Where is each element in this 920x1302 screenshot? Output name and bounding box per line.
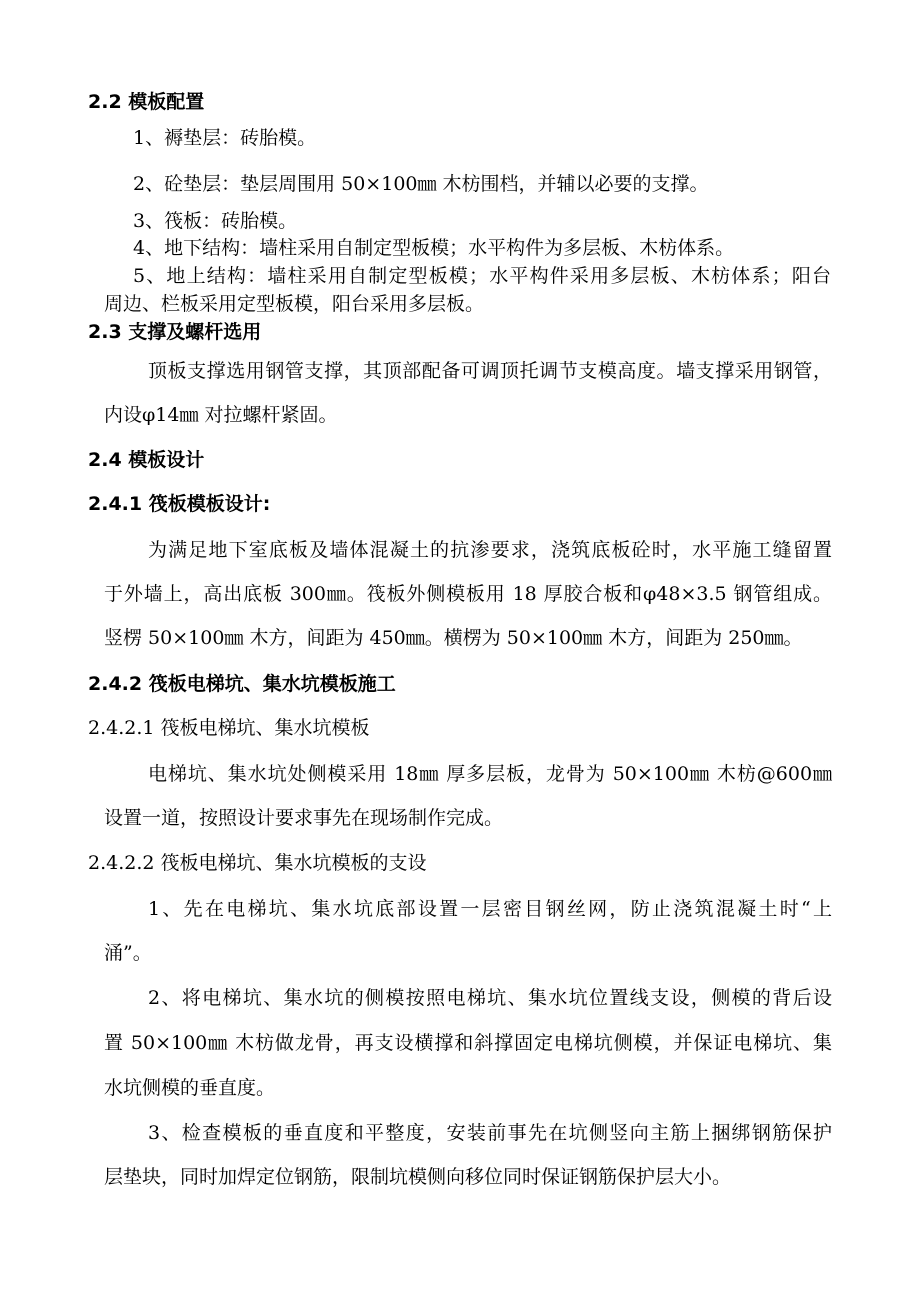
heading-2-2: 2.2 模板配置 <box>88 91 205 113</box>
paragraph-line: 内设φ14㎜ 对拉螺杆紧固。 <box>104 404 338 426</box>
list-item: 1、褥垫层：砖胎模。 <box>133 127 317 149</box>
paragraph-line: 2、将电梯坑、集水坑的侧模按照电梯坑、集水坑位置线支设，侧模的背后设 <box>148 987 832 1009</box>
list-item: 5、地上结构：墙柱采用自制定型板模；水平构件采用多层板、木枋体系；阳台 <box>133 265 831 287</box>
list-item: 2、砼垫层：垫层周围用 50×100㎜ 木枋围档，并辅以必要的支撑。 <box>133 173 709 195</box>
paragraph-line: 竖楞 50×100㎜ 木方，间距为 450㎜。横楞为 50×100㎜ 木方，间距为 250㎜。 <box>104 627 803 649</box>
paragraph-line: 顶板支撑选用钢管支撑，其顶部配备可调顶托调节支模高度。墙支撑采用钢管， <box>148 360 832 382</box>
paragraph-line: 于外墙上，高出底板 300㎜。筏板外侧模板用 18 厚胶合板和φ48×3.5 钢管组成。 <box>104 583 832 605</box>
paragraph-line: 1、先在电梯坑、集水坑底部设置一层密目钢丝网，防止浇筑混凝土时“上 <box>148 898 832 920</box>
heading-2-3: 2.3 支撑及螺杆选用 <box>88 321 262 343</box>
paragraph-line: 电梯坑、集水坑处侧模采用 18㎜ 厚多层板，龙骨为 50×100㎜ 木枋@600㎜ <box>148 763 832 785</box>
heading-2-4-2: 2.4.2 筏板电梯坑、集水坑模板施工 <box>88 673 396 695</box>
paragraph-line: 置 50×100㎜ 木枋做龙骨，再支设横撑和斜撑固定电梯坑侧模，并保证电梯坑、集 <box>104 1032 832 1054</box>
heading-2-4-1: 2.4.1 筏板模板设计: <box>88 493 271 515</box>
heading-2-4-2-1: 2.4.2.1 筏板电梯坑、集水坑模板 <box>88 717 370 739</box>
paragraph-line: 3、检查模板的垂直度和平整度，安装前事先在坑侧竖向主筋上捆绑钢筋保护 <box>148 1122 832 1144</box>
paragraph-line: 水坑侧模的垂直度。 <box>104 1077 276 1099</box>
list-item-continuation: 周边、栏板采用定型板模，阳台采用多层板。 <box>104 293 485 315</box>
paragraph-line: 设置一道，按照设计要求事先在现场制作完成。 <box>104 807 504 829</box>
heading-2-4: 2.4 模板设计 <box>88 449 205 471</box>
list-item: 3、筏板：砖胎模。 <box>133 210 298 232</box>
paragraph-line: 为满足地下室底板及墙体混凝土的抗渗要求，浇筑底板砼时，水平施工缝留置 <box>148 539 832 561</box>
paragraph-line: 层垫块，同时加焊定位钢筋，限制坑模侧向移位同时保证钢筋保护层大小。 <box>104 1166 732 1188</box>
heading-2-4-2-2: 2.4.2.2 筏板电梯坑、集水坑模板的支设 <box>88 852 427 874</box>
paragraph-line: 涌”。 <box>104 942 152 964</box>
list-item: 4、地下结构：墙柱采用自制定型板模；水平构件为多层板、木枋体系。 <box>133 237 735 259</box>
